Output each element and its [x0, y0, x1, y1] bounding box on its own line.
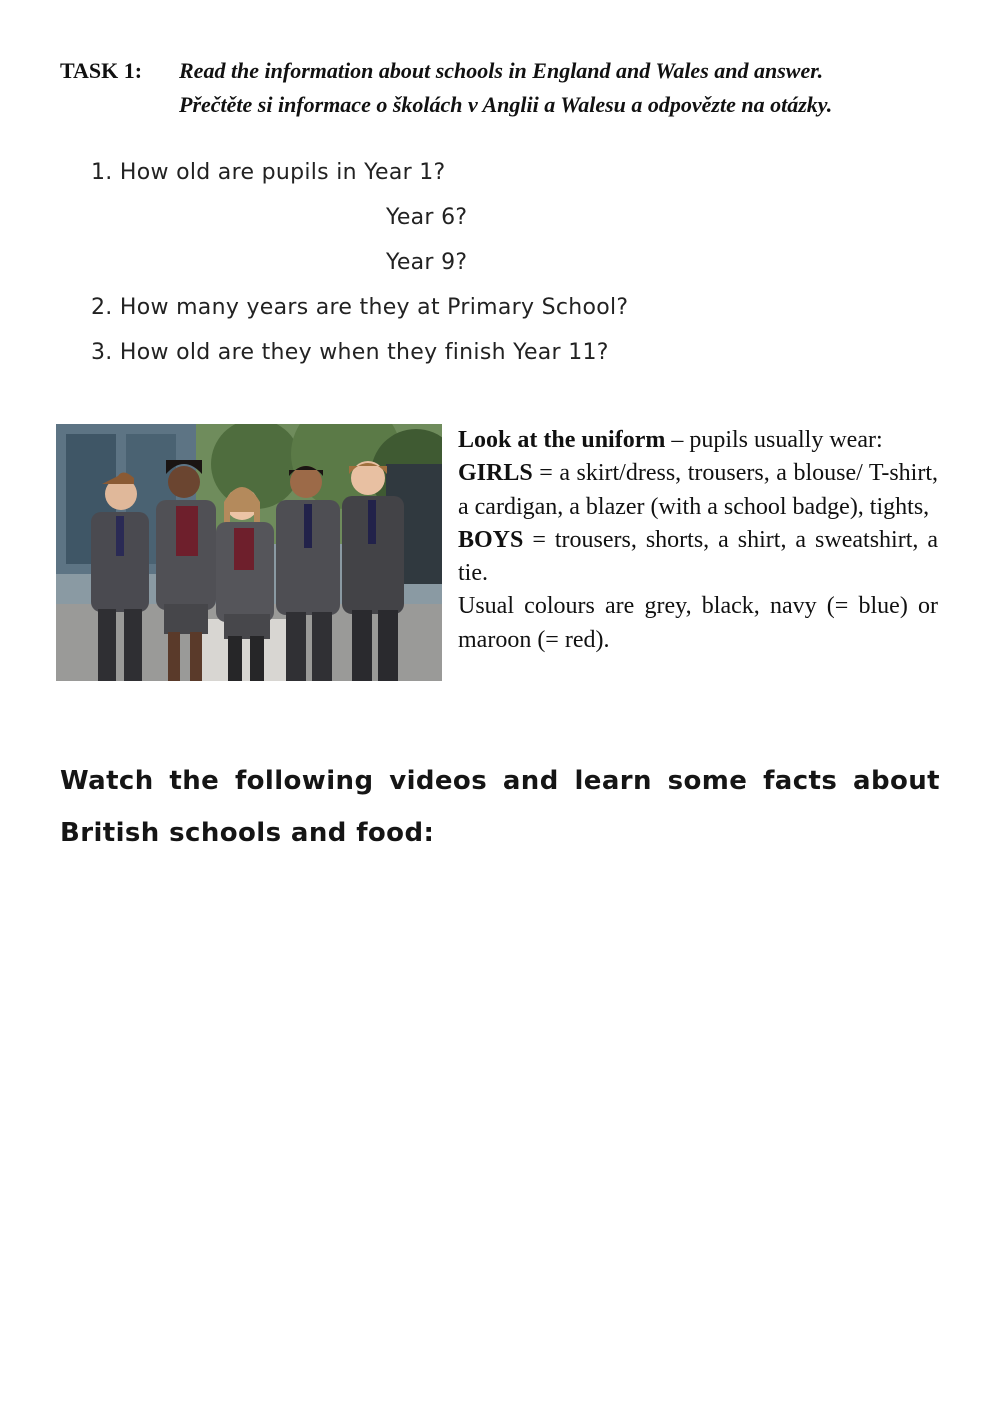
boys-label: BOYS	[458, 526, 524, 553]
task-label: TASK 1:	[60, 58, 143, 83]
question-2: 2. How many years are they at Primary School?	[91, 295, 629, 320]
girls-text: = a skirt/dress, trousers, a blouse/ T-shirt, a cardigan, a blazer (with a school badge), tights,	[458, 460, 938, 520]
uniform-heading: Look at the uniform	[458, 427, 666, 453]
uniform-heading-line	[458, 424, 938, 457]
question-3: 3. How old are they when they finish Year 11?	[91, 340, 609, 365]
boys-text: = trousers, shorts, a shirt, a sweatshirt, a tie.	[458, 526, 938, 587]
uniform-boys-line	[458, 524, 938, 591]
uniform-heading-rest: – pupils usually wear:	[665, 427, 883, 453]
watch-videos-text: Watch the following videos and learn some facts about British schools and food:	[60, 766, 940, 848]
school-uniform-photo	[56, 424, 442, 681]
uniform-girls-line	[458, 457, 938, 524]
task-instruction-czech: Přečtěte si informace o školách v Anglii a Walesu a odpovězte na otázky.	[179, 92, 833, 117]
question-1: 1. How old are pupils in Year 1?	[91, 160, 446, 185]
question-1-year-6: Year 6?	[386, 205, 468, 230]
girls-label: GIRLS	[458, 460, 533, 487]
uniform-info	[458, 424, 938, 657]
uniform-colours-line: Usual colours are grey, black, navy (= blue) or maroon (= red).	[458, 593, 938, 653]
task-instruction-english: Read the information about schools in England and Wales and answer.	[179, 58, 824, 83]
question-1-year-9: Year 9?	[386, 250, 468, 275]
